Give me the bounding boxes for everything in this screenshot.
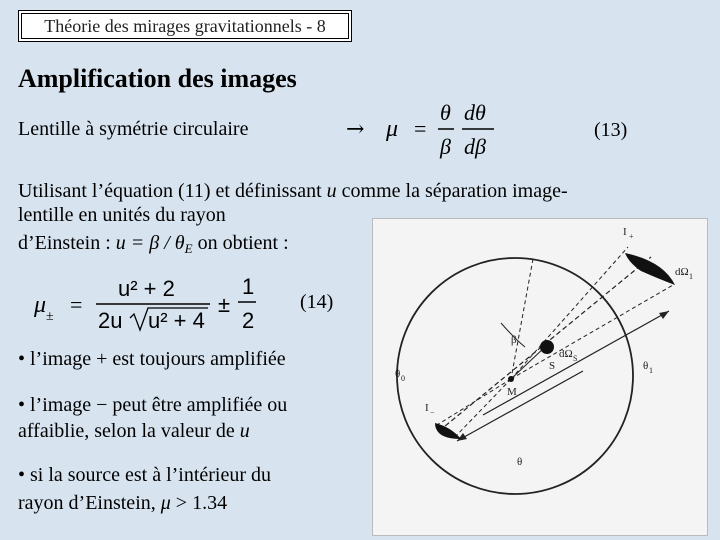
label-domega-1-sub: 1 [689, 272, 693, 281]
bullet-3-mu: μ [160, 492, 171, 514]
paragraph-var-u: u [326, 180, 337, 202]
einstein-circle [397, 258, 633, 494]
source-blob [540, 340, 554, 354]
equation-13-equals: = [414, 116, 427, 141]
equation-13-theta: θ [440, 100, 451, 125]
bullet-3-line-2 [18, 492, 227, 515]
theta1-arrow [483, 311, 669, 415]
paragraph-line-3-a: d’Einstein : [18, 232, 116, 254]
equation-13-beta: β [440, 134, 451, 159]
paragraph-line-1 [18, 180, 568, 203]
bullet-2-line-1: • l’image − peut être amplifiée ou [18, 394, 288, 416]
label-domega-s: dΩ [559, 348, 573, 360]
paragraph-line-2: lentille en unités du rayon [18, 204, 226, 226]
label-m: M [507, 386, 517, 398]
label-i-minus: I [425, 402, 429, 414]
equation-14-one: 1 [242, 274, 255, 299]
cone-line-minus-2 [453, 379, 511, 439]
theta-arrow [457, 371, 583, 441]
lens-label: Lentille à symétrie circulaire [18, 118, 249, 140]
cone-line-plus-2 [511, 285, 673, 379]
equation-14-numerator: u² + 2 [118, 276, 175, 301]
bullet-1: • l’image + est toujours amplifiée [18, 348, 286, 370]
paragraph-line-3 [18, 232, 289, 257]
paragraph-line-3-b: on obtient : [192, 232, 289, 254]
label-theta-1: θ [643, 360, 649, 372]
equation-14-two: 2 [242, 308, 255, 333]
bullet-3-line-2-a: rayon d’Einstein, [18, 492, 161, 514]
equation-14-mu-sub: ± [46, 309, 54, 324]
equation-13-number: (13) [594, 119, 628, 141]
label-theta-1-sub: 1 [649, 366, 653, 375]
equation-14-number: (14) [300, 291, 334, 313]
label-theta: θ [517, 456, 523, 468]
slide-title: Amplification des images [18, 64, 297, 93]
lensing-diagram [373, 219, 707, 535]
equation-13 [340, 96, 640, 166]
cone-line-minus-1 [437, 379, 511, 425]
label-theta-0: θ [395, 368, 401, 380]
bullet-3-line-2-b: > 1.34 [170, 492, 228, 514]
bullet-2-var-u: u [239, 420, 250, 442]
bullet-2-line-2-a: affaiblie, selon la valeur de [18, 420, 240, 442]
paragraph-expression: u = β / θ [115, 232, 185, 254]
equation-13-mu: μ [386, 116, 399, 142]
label-domega-s-sub: S [573, 354, 578, 363]
label-i-plus: I [623, 226, 627, 238]
equation-14-equals: = [70, 292, 83, 317]
slide-header [18, 10, 352, 42]
label-i-minus-sub: − [430, 408, 435, 417]
equation-13-dbeta: dβ [464, 134, 486, 159]
label-s: S [549, 360, 556, 372]
paragraph-expression-sub: E [184, 241, 193, 256]
bullet-3-line-1: • si la source est à l’intérieur du [18, 464, 272, 486]
slide-header-text: Théorie des mirages gravitationnels - 8 [21, 13, 349, 39]
theta1-arrowhead [659, 311, 669, 319]
image-minus-shape [435, 423, 461, 439]
lens-point [508, 376, 514, 382]
equation-13-arrow: → [346, 117, 365, 142]
label-beta: β [511, 334, 517, 346]
equation-14 [30, 270, 360, 336]
paragraph-line-1-b: comme la séparation image- [336, 180, 568, 202]
label-theta-0-sub: 0 [401, 374, 405, 383]
paragraph-line-1-a: Utilisant l’équation (11) et définissant [18, 180, 327, 202]
equation-14-den-b: u² + 4 [148, 308, 205, 333]
equation-14-den-a: 2u [98, 308, 123, 333]
label-domega-1: dΩ [675, 266, 689, 278]
label-i-plus-sub: + [629, 232, 634, 241]
equation-14-mu: μ [34, 292, 47, 318]
equation-14-pm: ± [218, 292, 231, 317]
equation-13-dtheta: dθ [464, 100, 486, 125]
lensing-figure [372, 218, 708, 536]
bullet-2-line-2 [18, 420, 250, 443]
